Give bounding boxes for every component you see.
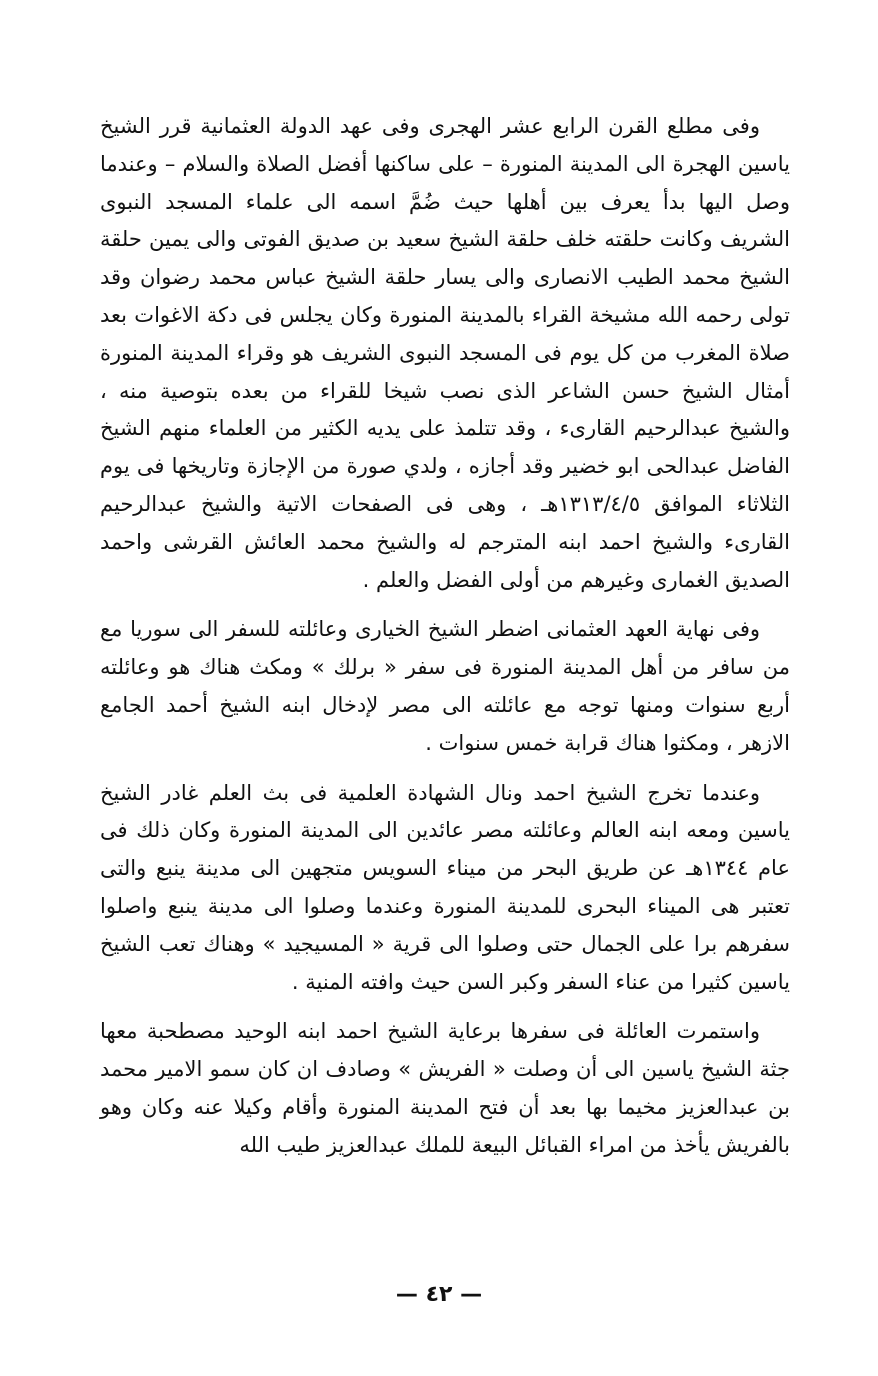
page-number: — ٤٢ —: [395, 1282, 483, 1307]
paragraph-1: وفى مطلع القرن الرابع عشر الهجرى وفى عهد الدولة العثمانية قرر الشيخ ياسين الهجرة الى المدينة المنورة – على ساكنها أفضل الصلاة والسلام – وعندما وصل اليها بدأ يعرف بين أهلها حيث ضُمَّ اسمه الى علماء المسجد النبوى الشريف وكانت حلقته خلف حلقة الشيخ سعيد بن صديق الفوتى والى يمين حلقة الشيخ محمد الطيب الانصارى والى يسار حلقة الشيخ عباس محمد رضوان وقد تولى رحمه الله مشيخة القراء بالمدينة المنورة وكان يجلس فى دكة الاغوات بعد صلاة المغرب من كل يوم فى المسجد النبوى الشريف هو وقراء المدينة المنورة أمثال الشيخ حسن الشاعر الذى نصب شيخا للقراء من بعده بتوصية منه ، والشيخ عبدالرحيم القارىء ، وقد تتلمذ على يديه الكثير من العلماء منهم الشيخ الفاضل عبدالحى ابو خضير وقد أجازه ، ولدي صورة من الإجازة وتاريخها فى يوم الثلاثاء الموافق ١٣١٣/٤/٥هـ ، وهى فى الصفحات الاتية والشيخ عبدالرحيم القارىء والشيخ احمد ابنه المترجم له والشيخ محمد العائش القرشى واحمد الصديق الغمارى وغيرهم من أولى الفضل والعلم .: [100, 114, 790, 592]
body-text: [100, 108, 790, 1177]
paragraph-2: وفى نهاية العهد العثمانى اضطر الشيخ الخيارى وعائلته للسفر الى سوريا مع من سافر من أهل المدينة المنورة فى سفر « برلك » ومكث هناك هو وعائلته أربع سنوات ومنها توجه مع عائلته الى مصر لإدخال ابنه الشيخ أحمد الجامع الازهر ، ومكثوا هناك قرابة خمس سنوات .: [100, 617, 790, 755]
paragraph-3: وعندما تخرج الشيخ احمد ونال الشهادة العلمية فى بث العلم غادر الشيخ ياسين ومعه ابنه العالم وعائلته مصر عائدين الى المدينة المنورة وكان ذلك فى عام ١٣٤٤هـ عن طريق البحر من ميناء السويس متجهين الى مدينة ينبع والتى تعتبر هى الميناء البحرى للمدينة المنورة وعندما وصلوا الى مدينة ينبع واصلوا سفرهم برا على الجمال حتى وصلوا الى قرية « المسيجيد » وهناك تعب الشيخ ياسين كثيرا من عناء السفر وكبر السن حيث وافته المنية .: [100, 780, 790, 994]
paragraph-4: واستمرت العائلة فى سفرها برعاية الشيخ احمد ابنه الوحيد مصطحبة معها جثة الشيخ ياسين الى أن وصلت « الفريش » وصادف ان كان سمو الامير محمد بن عبدالعزيز مخيما بها بعد أن فتح المدينة المنورة وأقام وكيلا عنه وكان وهو بالفريش يأخذ من امراء القبائل البيعة للملك عبدالعزيز طيب الله: [100, 1019, 790, 1157]
